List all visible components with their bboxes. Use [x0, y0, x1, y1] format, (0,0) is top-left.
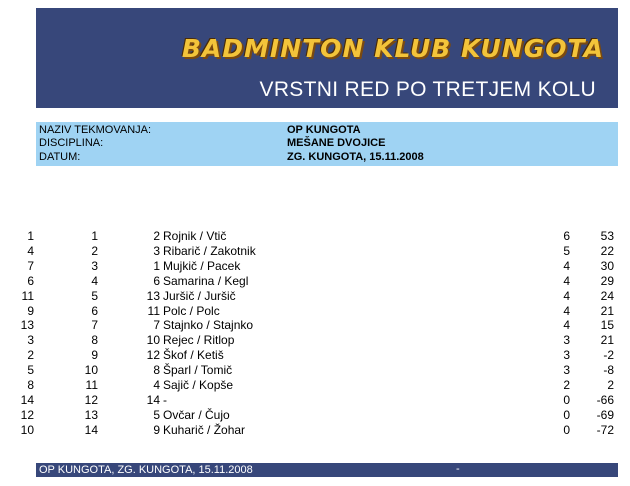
pair-name-cell: Šparl / Tomič	[163, 363, 233, 378]
draw-number-cell: 7	[153, 318, 160, 333]
score-difference-cell: -69	[596, 407, 614, 422]
rank-cell: 1	[91, 229, 98, 243]
table-row	[0, 229, 630, 244]
draw-number-cell: 1	[153, 258, 160, 273]
start-number-cell: 4	[27, 243, 34, 258]
points-cell: 2	[563, 378, 570, 392]
points-cell: 4	[563, 318, 570, 333]
pair-name-cell: Samarina / Kegl	[163, 273, 249, 288]
table-row	[0, 408, 630, 423]
footer-bar	[36, 463, 618, 477]
rank-cell: 14	[84, 422, 98, 437]
info-value: OP KUNGOTA	[287, 124, 361, 136]
rank-cell: 5	[91, 288, 98, 303]
pair-name-cell: Kuharič / Žohar	[163, 422, 246, 437]
draw-number-cell: 13	[146, 288, 160, 303]
score-difference-cell: 30	[600, 258, 614, 273]
pair-name-cell: Rejec / Ritlop	[163, 333, 235, 348]
pair-name-cell: Polc / Polc	[163, 303, 220, 318]
pair-name-cell: Ovčar / Čujo	[163, 407, 230, 422]
score-difference-cell: 24	[600, 288, 614, 303]
start-number-cell: 11	[21, 288, 34, 303]
rank-cell: 3	[91, 258, 98, 273]
table-row	[0, 363, 630, 378]
points-cell: 6	[563, 229, 570, 243]
score-difference-cell: 22	[600, 243, 614, 258]
rank-cell: 11	[85, 378, 98, 392]
table-row	[0, 304, 630, 319]
rank-cell: 2	[91, 243, 98, 258]
start-number-cell: 10	[20, 422, 34, 437]
points-cell: 4	[563, 288, 570, 303]
start-number-cell: 14	[20, 392, 34, 407]
points-cell: 4	[563, 303, 570, 318]
score-difference-cell: 21	[600, 303, 614, 318]
points-cell: 5	[563, 243, 570, 258]
points-cell: 3	[563, 333, 570, 348]
table-row	[0, 378, 630, 393]
title-banner	[36, 8, 618, 108]
points-cell: 4	[563, 258, 570, 273]
pair-name-cell: Mujkič / Pacek	[163, 258, 241, 273]
table-row	[0, 274, 630, 289]
start-number-cell: 9	[27, 303, 34, 318]
rank-cell: 6	[91, 303, 98, 318]
table-row	[0, 289, 630, 304]
rank-cell: 10	[84, 363, 98, 378]
start-number-cell: 2	[27, 348, 34, 363]
table-row	[0, 244, 630, 259]
points-cell: 0	[563, 392, 570, 407]
rank-cell: 4	[91, 273, 98, 288]
table-row	[0, 393, 630, 408]
points-cell: 3	[563, 348, 570, 363]
page-subtitle: VRSTNI RED PO TRETJEM KOLU	[259, 78, 596, 101]
rank-cell: 13	[84, 407, 98, 422]
start-number-cell: 12	[20, 407, 34, 422]
draw-number-cell: 9	[153, 422, 160, 437]
score-difference-cell: -8	[603, 363, 614, 378]
draw-number-cell: 8	[153, 363, 160, 378]
draw-number-cell: 14	[146, 392, 160, 407]
footer-text: OP KUNGOTA, ZG. KUNGOTA, 15.11.2008	[39, 464, 253, 476]
start-number-cell: 6	[27, 273, 34, 288]
points-cell: 3	[563, 363, 570, 378]
score-difference-cell: 15	[600, 318, 614, 333]
points-cell: 0	[563, 422, 570, 437]
table-row	[0, 333, 630, 348]
draw-number-cell: 3	[153, 243, 160, 258]
score-difference-cell: 53	[600, 229, 614, 243]
info-value: MEŠANE DVOJICE	[287, 137, 386, 149]
start-number-cell: 5	[27, 363, 34, 378]
info-label: DISCIPLINA:	[39, 137, 104, 149]
info-value: ZG. KUNGOTA, 15.11.2008	[287, 151, 424, 163]
start-number-cell: 8	[27, 378, 34, 392]
pair-name-cell: Sajič / Kopše	[163, 378, 234, 392]
table-row	[0, 318, 630, 333]
rank-cell: 8	[91, 333, 98, 348]
rank-cell: 7	[91, 318, 98, 333]
pair-name-cell: -	[163, 392, 167, 407]
score-difference-cell: -72	[596, 422, 614, 437]
competition-info-box	[36, 122, 618, 166]
draw-number-cell: 12	[146, 348, 160, 363]
score-difference-cell: 21	[600, 333, 614, 348]
points-cell: 0	[563, 407, 570, 422]
score-difference-cell: 2	[607, 378, 614, 392]
pair-name-cell: Juršič / Juršič	[163, 288, 236, 303]
pair-name-cell: Škof / Ketiš	[163, 348, 224, 363]
info-label: NAZIV TEKMOVANJA:	[39, 124, 152, 136]
points-cell: 4	[563, 273, 570, 288]
score-difference-cell: 29	[600, 273, 614, 288]
draw-number-cell: 5	[153, 407, 160, 422]
start-number-cell: 13	[20, 318, 34, 333]
table-row	[0, 348, 630, 363]
draw-number-cell: 2	[153, 229, 160, 243]
table-row	[0, 259, 630, 274]
table-row	[0, 423, 630, 438]
draw-number-cell: 6	[153, 273, 160, 288]
score-difference-cell: -2	[603, 348, 614, 363]
start-number-cell: 7	[27, 258, 34, 273]
pair-name-cell: Stajnko / Stajnko	[163, 318, 254, 333]
footer-dash: -	[456, 463, 460, 475]
pair-name-cell: Ribarič / Zakotnik	[163, 243, 256, 258]
score-difference-cell: -66	[596, 392, 614, 407]
draw-number-cell: 10	[146, 333, 160, 348]
pair-name-cell: Rojnik / Vtič	[163, 229, 227, 243]
rank-cell: 9	[91, 348, 98, 363]
start-number-cell: 3	[27, 333, 34, 348]
draw-number-cell: 4	[153, 378, 160, 392]
club-name: BADMINTON KLUB KUNGOTA	[181, 34, 604, 63]
draw-number-cell: 11	[147, 303, 160, 318]
start-number-cell: 1	[27, 229, 34, 243]
info-label: DATUM:	[39, 151, 81, 163]
rank-cell: 12	[84, 392, 98, 407]
